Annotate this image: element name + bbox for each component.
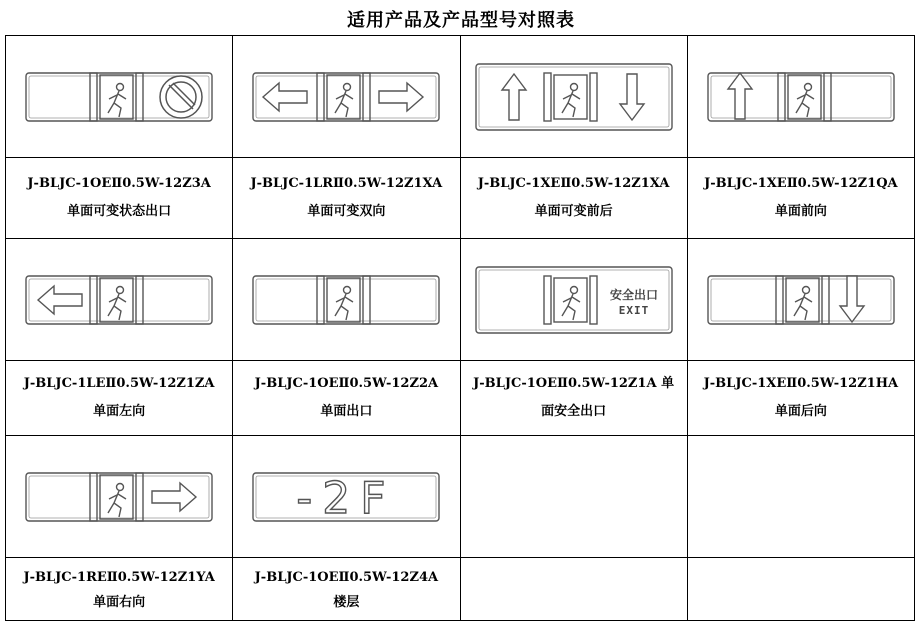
product-image-cell [233,436,460,558]
product-image-cell [233,36,460,158]
product-label-cell [460,361,687,436]
sign-text-en: EXIT [618,303,649,317]
product-label-cell [460,158,687,239]
model-code: J-BLJC-1OEⅡ0.5W-12Z3A [27,176,211,191]
product-name: 面安全出口 [541,404,607,419]
empty-cell [460,558,687,621]
product-name: 单面可变双向 [307,204,386,219]
model-code: J-BLJC-1XEⅡ0.5W-12Z1QA [704,176,898,191]
product-name: 单面后向 [774,404,827,419]
model-code: J-BLJC-1LEⅡ0.5W-12Z1ZA [23,376,215,391]
product-label-cell [233,158,460,239]
exit-prohibited-sign [24,63,214,131]
exit-text-sign [474,263,674,337]
product-label-cell [6,558,233,621]
product-name: 楼层 [333,595,360,610]
product-name: 单面右向 [93,595,146,610]
product-label-cell [687,158,914,239]
empty-cell [460,436,687,558]
product-image-cell [6,239,233,361]
product-label-cell [687,361,914,436]
product-label-cell [6,361,233,436]
up-exit-sign [706,63,896,131]
product-image-cell [233,239,460,361]
model-code: J-BLJC-1XEⅡ0.5W-12Z1HA [703,376,899,391]
product-image-cell [460,36,687,158]
model-code: J-BLJC-1OEⅡ0.5W-12Z4A [254,570,439,585]
product-label-cell [233,361,460,436]
product-image-cell [6,436,233,558]
floor-sign [251,463,441,531]
page-title: 适用产品及产品型号对照表 [347,10,575,31]
exit-sign [251,266,441,334]
left-exit-right-sign [251,63,441,131]
product-name: 单面可变前后 [534,204,613,219]
model-code: J-BLJC-1OEⅡ0.5W-12Z2A [254,376,439,391]
product-image-cell [6,36,233,158]
product-label-cell [6,158,233,239]
model-code: J-BLJC-1REⅡ0.5W-12Z1YA [23,570,215,585]
product-label-cell [233,558,460,621]
up-exit-down-sign [474,60,674,134]
product-name: 单面左向 [93,404,146,419]
product-image-cell [687,36,914,158]
product-image-cell [460,239,687,361]
sign-text-cn: 安全出口 [609,287,658,302]
model-code: J-BLJC-1OEⅡ0.5W-12Z1A 单 [473,376,675,391]
product-name: 单面可变状态出口 [67,204,172,219]
product-table [5,35,915,621]
left-exit-sign [24,266,214,334]
product-image-cell [687,239,914,361]
empty-cell [687,558,914,621]
empty-cell [687,436,914,558]
product-name: 单面前向 [774,204,827,219]
product-name: 单面出口 [320,404,373,419]
floor-number-text: -2F [296,472,396,524]
exit-down-sign [706,266,896,334]
exit-right-sign [24,463,214,531]
model-code: J-BLJC-1XEⅡ0.5W-12Z1XA [477,176,670,191]
model-code: J-BLJC-1LRⅡ0.5W-12Z1XA [250,176,443,191]
